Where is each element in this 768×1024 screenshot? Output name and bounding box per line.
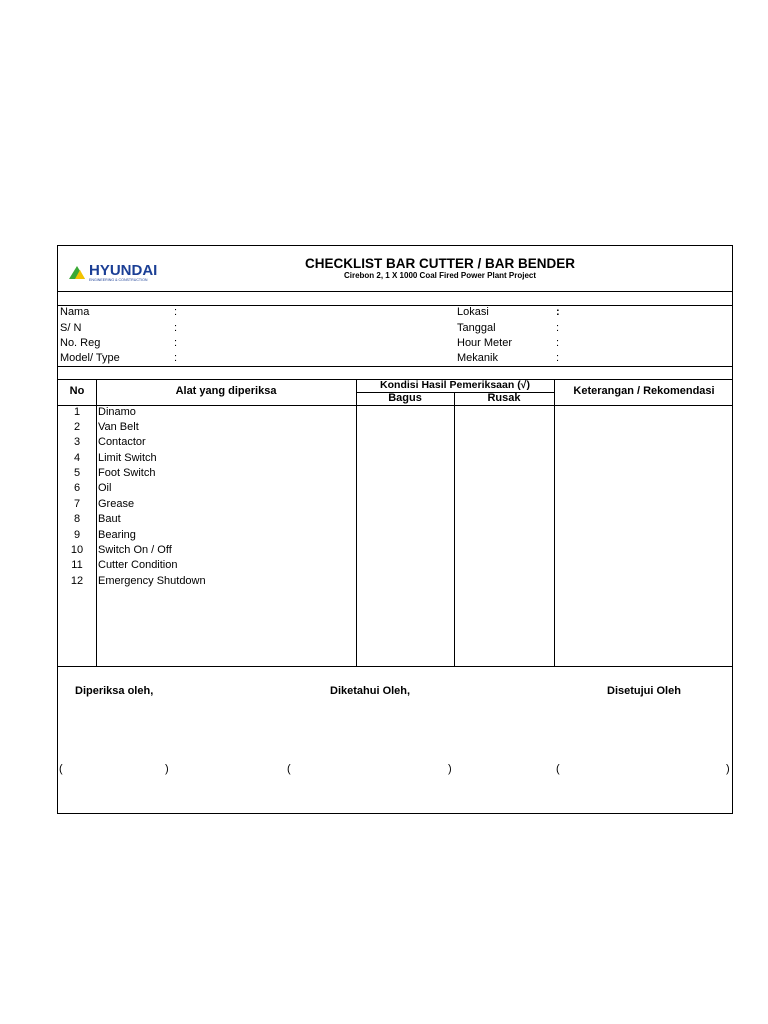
- info-label-hour-meter: Hour Meter: [457, 337, 513, 349]
- acknowledged-by-label: Diketahui Oleh,: [330, 685, 411, 697]
- info-colon: :: [556, 337, 560, 349]
- checklist-form: [57, 245, 733, 814]
- table-bottom: [58, 666, 732, 667]
- row-item: Grease: [98, 498, 135, 510]
- divider: [58, 366, 732, 367]
- row-number: 9: [73, 529, 81, 541]
- row-number: 1: [73, 406, 81, 418]
- signature-close-paren: ): [165, 763, 169, 775]
- column-line: [554, 379, 555, 666]
- info-colon: :: [174, 322, 178, 334]
- row-number: 5: [73, 467, 81, 479]
- row-item: Van Belt: [98, 421, 139, 433]
- header-item: Alat yang diperiksa: [175, 385, 277, 397]
- row-number: 7: [73, 498, 81, 510]
- row-number: 6: [73, 482, 81, 494]
- info-row: [58, 337, 732, 352]
- info-colon: :: [556, 322, 560, 334]
- row-item: Dinamo: [98, 406, 136, 418]
- row-item: Foot Switch: [98, 467, 156, 479]
- logo-subtext: ENGINEERING & CONSTRUCTION: [89, 278, 148, 282]
- row-number: 3: [73, 436, 81, 448]
- row-item: Contactor: [98, 436, 146, 448]
- info-label-model-type: Model/ Type: [60, 352, 120, 364]
- row-number: 11: [71, 559, 83, 571]
- info-colon: :: [174, 352, 178, 364]
- info-row: [58, 306, 732, 321]
- signature-open-paren: (: [287, 763, 291, 775]
- checked-by-label: Diperiksa oleh,: [75, 685, 154, 697]
- row-number: 12: [70, 575, 84, 587]
- info-label-mekanik: Mekanik: [457, 352, 498, 364]
- header-good: Bagus: [388, 392, 422, 404]
- row-number: 2: [73, 421, 81, 433]
- row-item: Cutter Condition: [98, 559, 178, 571]
- row-item: Baut: [98, 513, 121, 525]
- info-label-sn: S/ N: [60, 322, 82, 334]
- column-line: [454, 392, 455, 666]
- info-colon: :: [174, 337, 178, 349]
- info-colon: :: [556, 306, 560, 318]
- row-item: Limit Switch: [98, 452, 157, 464]
- header-condition: Kondisi Hasil Pemeriksaan (√): [380, 379, 530, 391]
- info-label-tanggal: Tanggal: [457, 322, 496, 334]
- divider: [58, 291, 732, 292]
- logo-text: HYUNDAI: [89, 262, 158, 279]
- signature-open-paren: (: [59, 763, 63, 775]
- form-subtitle: Cirebon 2, 1 X 1000 Coal Fired Power Plant Project: [343, 271, 537, 280]
- signature-open-paren: (: [556, 763, 560, 775]
- info-colon: :: [174, 306, 178, 318]
- row-item: Emergency Shutdown: [98, 575, 206, 587]
- row-item: Bearing: [98, 529, 136, 541]
- form-title: CHECKLIST BAR CUTTER / BAR BENDER: [305, 256, 575, 271]
- row-number: 10: [70, 544, 84, 556]
- table-header-bottom: [58, 405, 732, 406]
- info-label-lokasi: Lokasi: [457, 306, 489, 318]
- header-no: No: [69, 385, 85, 397]
- header-remarks: Keterangan / Rekomendasi: [573, 385, 715, 397]
- info-label-nama: Nama: [60, 306, 90, 318]
- column-line: [96, 379, 97, 666]
- row-item: Oil: [98, 482, 112, 494]
- info-row: [58, 352, 732, 367]
- info-label-no-reg: No. Reg: [60, 337, 101, 349]
- info-colon: :: [556, 352, 560, 364]
- signature-close-paren: ): [448, 763, 452, 775]
- column-line: [356, 379, 357, 666]
- header-broken: Rusak: [487, 392, 521, 404]
- row-item: Switch On / Off: [98, 544, 172, 556]
- approved-by-label: Disetujui Oleh: [607, 685, 681, 697]
- hyundai-logo: [67, 257, 167, 283]
- row-number: 8: [73, 513, 81, 525]
- signature-close-paren: ): [726, 763, 730, 775]
- row-number: 4: [73, 452, 81, 464]
- info-row: [58, 322, 732, 337]
